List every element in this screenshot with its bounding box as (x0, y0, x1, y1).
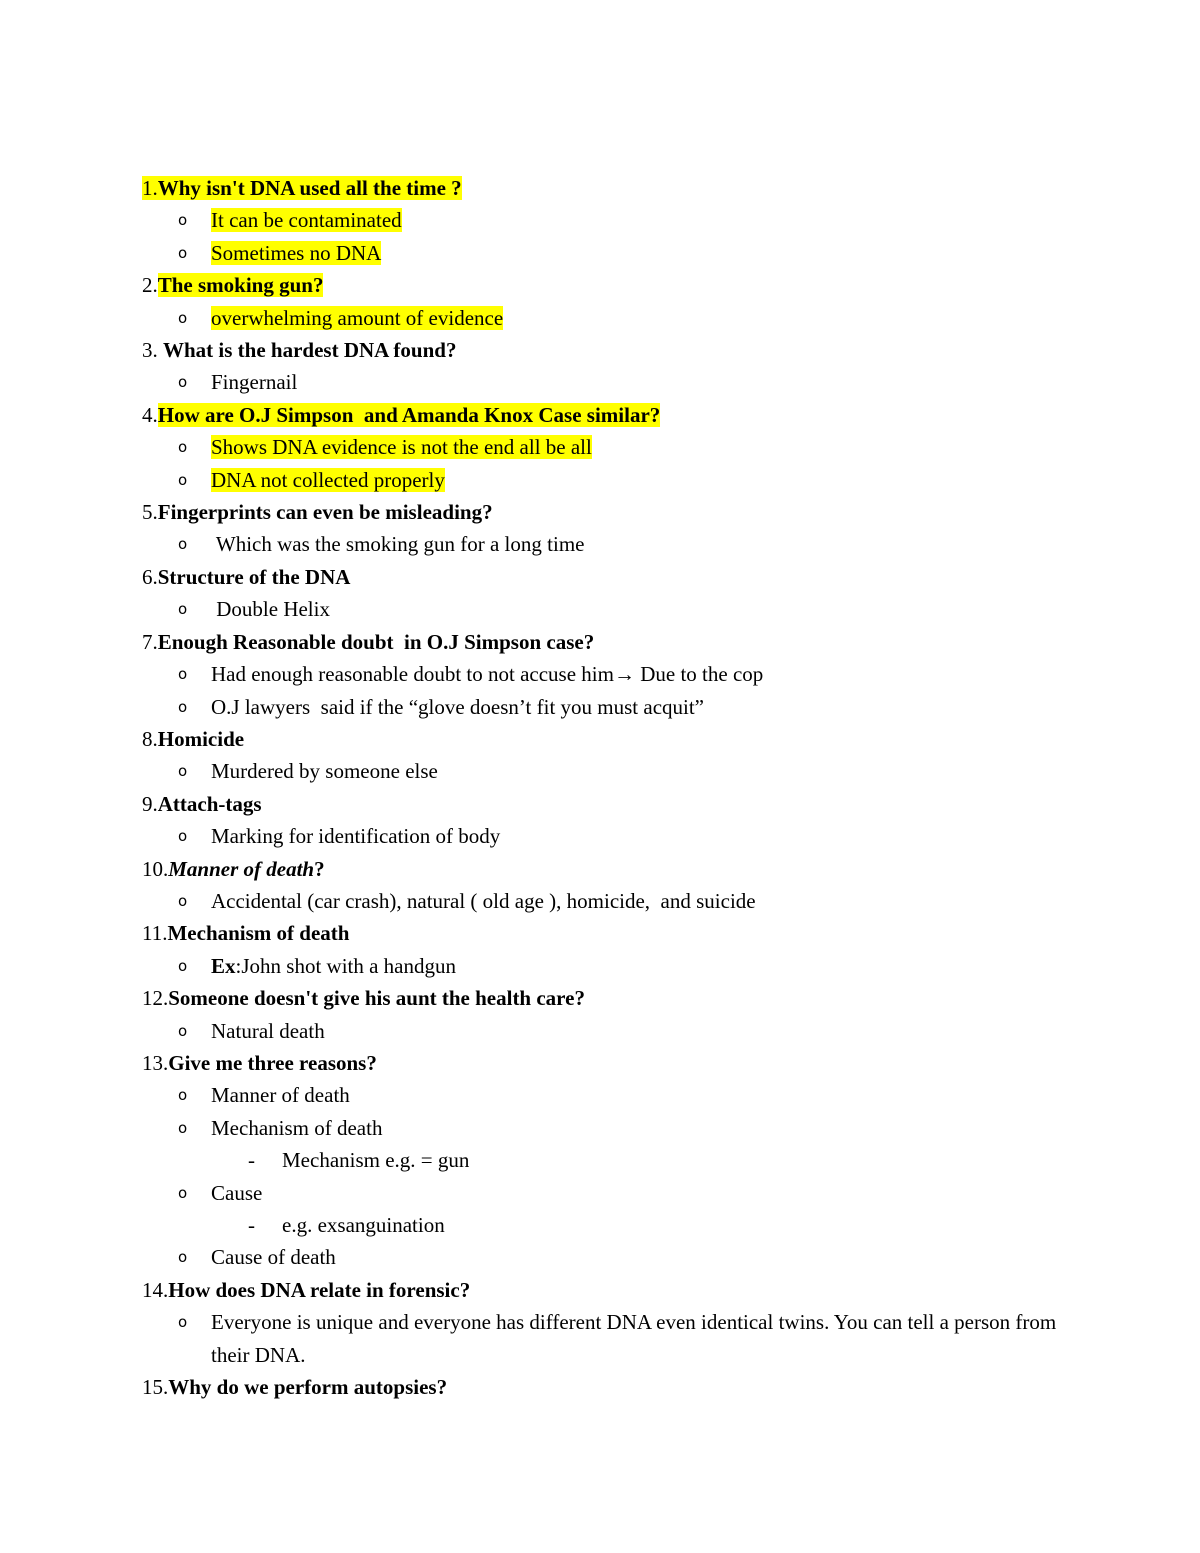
question-11 (142, 917, 1102, 949)
answer-item: o Cause of death (142, 1241, 1102, 1273)
question-number: 13. (142, 1050, 169, 1075)
question-number: 14. (142, 1277, 169, 1302)
answer-item: o overwhelming amount of evidence (142, 302, 1102, 334)
dash-bullet-icon: - (248, 1148, 255, 1173)
question-title: How are O.J Simpson and Amanda Knox Case similar? (157, 402, 661, 427)
circle-bullet-icon: o (178, 762, 188, 781)
answer-item: o Accidental (car crash), natural ( old age ), homicide, and suicide (142, 885, 1102, 917)
answer-item: o O.J lawyers said if the “glove doesn’t fit you must acquit” (142, 691, 1102, 723)
answer-item: o Ex:John shot with a handgun (142, 950, 1102, 982)
question-14 (142, 1274, 1102, 1306)
question-title: Give me three reasons? (168, 1050, 377, 1075)
question-title: Someone doesn't give his aunt the health care? (168, 986, 585, 1011)
answer-item: o Had enough reasonable doubt to not accuse him→ Due to the cop (142, 658, 1102, 690)
question-number: 9. (142, 791, 158, 816)
dash-bullet-icon: - (248, 1213, 255, 1237)
answer-item: o Double Helix (142, 593, 1102, 625)
answer-item: o Murdered by someone else (142, 755, 1102, 787)
question-title: Mechanism of death (167, 921, 350, 946)
question-title: Why do we perform autopsies? (168, 1375, 448, 1400)
circle-bullet-icon: o (178, 956, 188, 975)
notes-list (142, 172, 1102, 1403)
question-7 (142, 626, 1102, 658)
answer-item: o Everyone is unique and everyone has different DNA even identical twins. You can tell a person from their DNA. (142, 1306, 1071, 1371)
answer-item: o Cause (142, 1177, 1102, 1209)
question-title: Attach-tags (157, 791, 262, 816)
answer-item: o Fingernail (142, 366, 1102, 398)
question-number: 1. (142, 176, 158, 200)
question-12 (142, 982, 1102, 1014)
question-number: 15. (142, 1375, 169, 1400)
answer-item: o Which was the smoking gun for a long time (142, 528, 1102, 560)
circle-bullet-icon: o (178, 308, 188, 327)
answer-item: o Manner of death (142, 1079, 1102, 1111)
answer-item: o DNA not collected properly (142, 464, 1102, 496)
question-5 (142, 496, 1102, 528)
question-number: 6. (142, 564, 158, 589)
question-title: Manner of death (168, 856, 315, 881)
circle-bullet-icon: o (178, 243, 188, 262)
question-number: 5. (142, 500, 158, 525)
question-number: 10. (142, 856, 169, 881)
answer-item: o It can be contaminated (142, 204, 1102, 236)
circle-bullet-icon: o (178, 1118, 188, 1137)
answer-item: o Marking for identification of body (142, 820, 1102, 852)
question-title: Homicide (157, 726, 245, 751)
question-9 (142, 788, 1102, 820)
question-title: How does DNA relate in forensic? (168, 1277, 471, 1302)
question-6 (142, 561, 1102, 593)
answer-item: o Sometimes no DNA (142, 237, 1102, 269)
question-title: What is the hardest DNA found? (163, 338, 457, 363)
circle-bullet-icon: o (178, 1183, 188, 1202)
question-2 (142, 269, 1102, 301)
answer-item: o Mechanism of death (142, 1112, 1102, 1144)
question-title: Fingerprints can even be misleading? (157, 500, 493, 525)
answer-subitem: - Mechanism e.g. = gun (142, 1144, 1102, 1176)
circle-bullet-icon: o (178, 535, 188, 554)
circle-bullet-icon: o (178, 373, 188, 392)
circle-bullet-icon: o (178, 697, 188, 716)
question-number: 3. (142, 338, 163, 363)
question-number: 7. (142, 629, 158, 654)
question-number: 11. (142, 921, 168, 946)
circle-bullet-icon: o (178, 1021, 188, 1040)
circle-bullet-icon: o (178, 1248, 188, 1267)
question-3 (142, 334, 1102, 366)
question-1 (142, 172, 1102, 204)
circle-bullet-icon: o (178, 665, 188, 684)
answer-subitem: - e.g. exsanguination (142, 1209, 1102, 1241)
question-13 (142, 1047, 1102, 1079)
question-title: The smoking gun? (157, 273, 324, 298)
question-number: 4. (142, 402, 158, 427)
question-number: 8. (142, 726, 158, 751)
question-title: Why isn't DNA used all the time ? (157, 176, 462, 200)
circle-bullet-icon: o (178, 211, 188, 230)
question-4 (142, 399, 1102, 431)
circle-bullet-icon: o (178, 470, 188, 489)
question-title: Structure of the DNA (157, 564, 351, 589)
circle-bullet-icon: o (178, 438, 188, 457)
circle-bullet-icon: o (178, 1313, 188, 1332)
answer-item: o Natural death (142, 1015, 1102, 1047)
circle-bullet-icon: o (178, 891, 188, 910)
question-number: 12. (142, 986, 169, 1011)
answer-item: o Shows DNA evidence is not the end all be all (142, 431, 1102, 463)
circle-bullet-icon: o (178, 600, 188, 619)
question-15 (142, 1371, 1102, 1403)
circle-bullet-icon: o (178, 1086, 188, 1105)
question-title: Enough Reasonable doubt in O.J Simpson case? (157, 629, 595, 654)
circle-bullet-icon: o (178, 827, 188, 846)
question-10: 10.Manner of death? (142, 856, 325, 881)
question-number: 2. (142, 273, 158, 298)
question-8 (142, 723, 1102, 755)
